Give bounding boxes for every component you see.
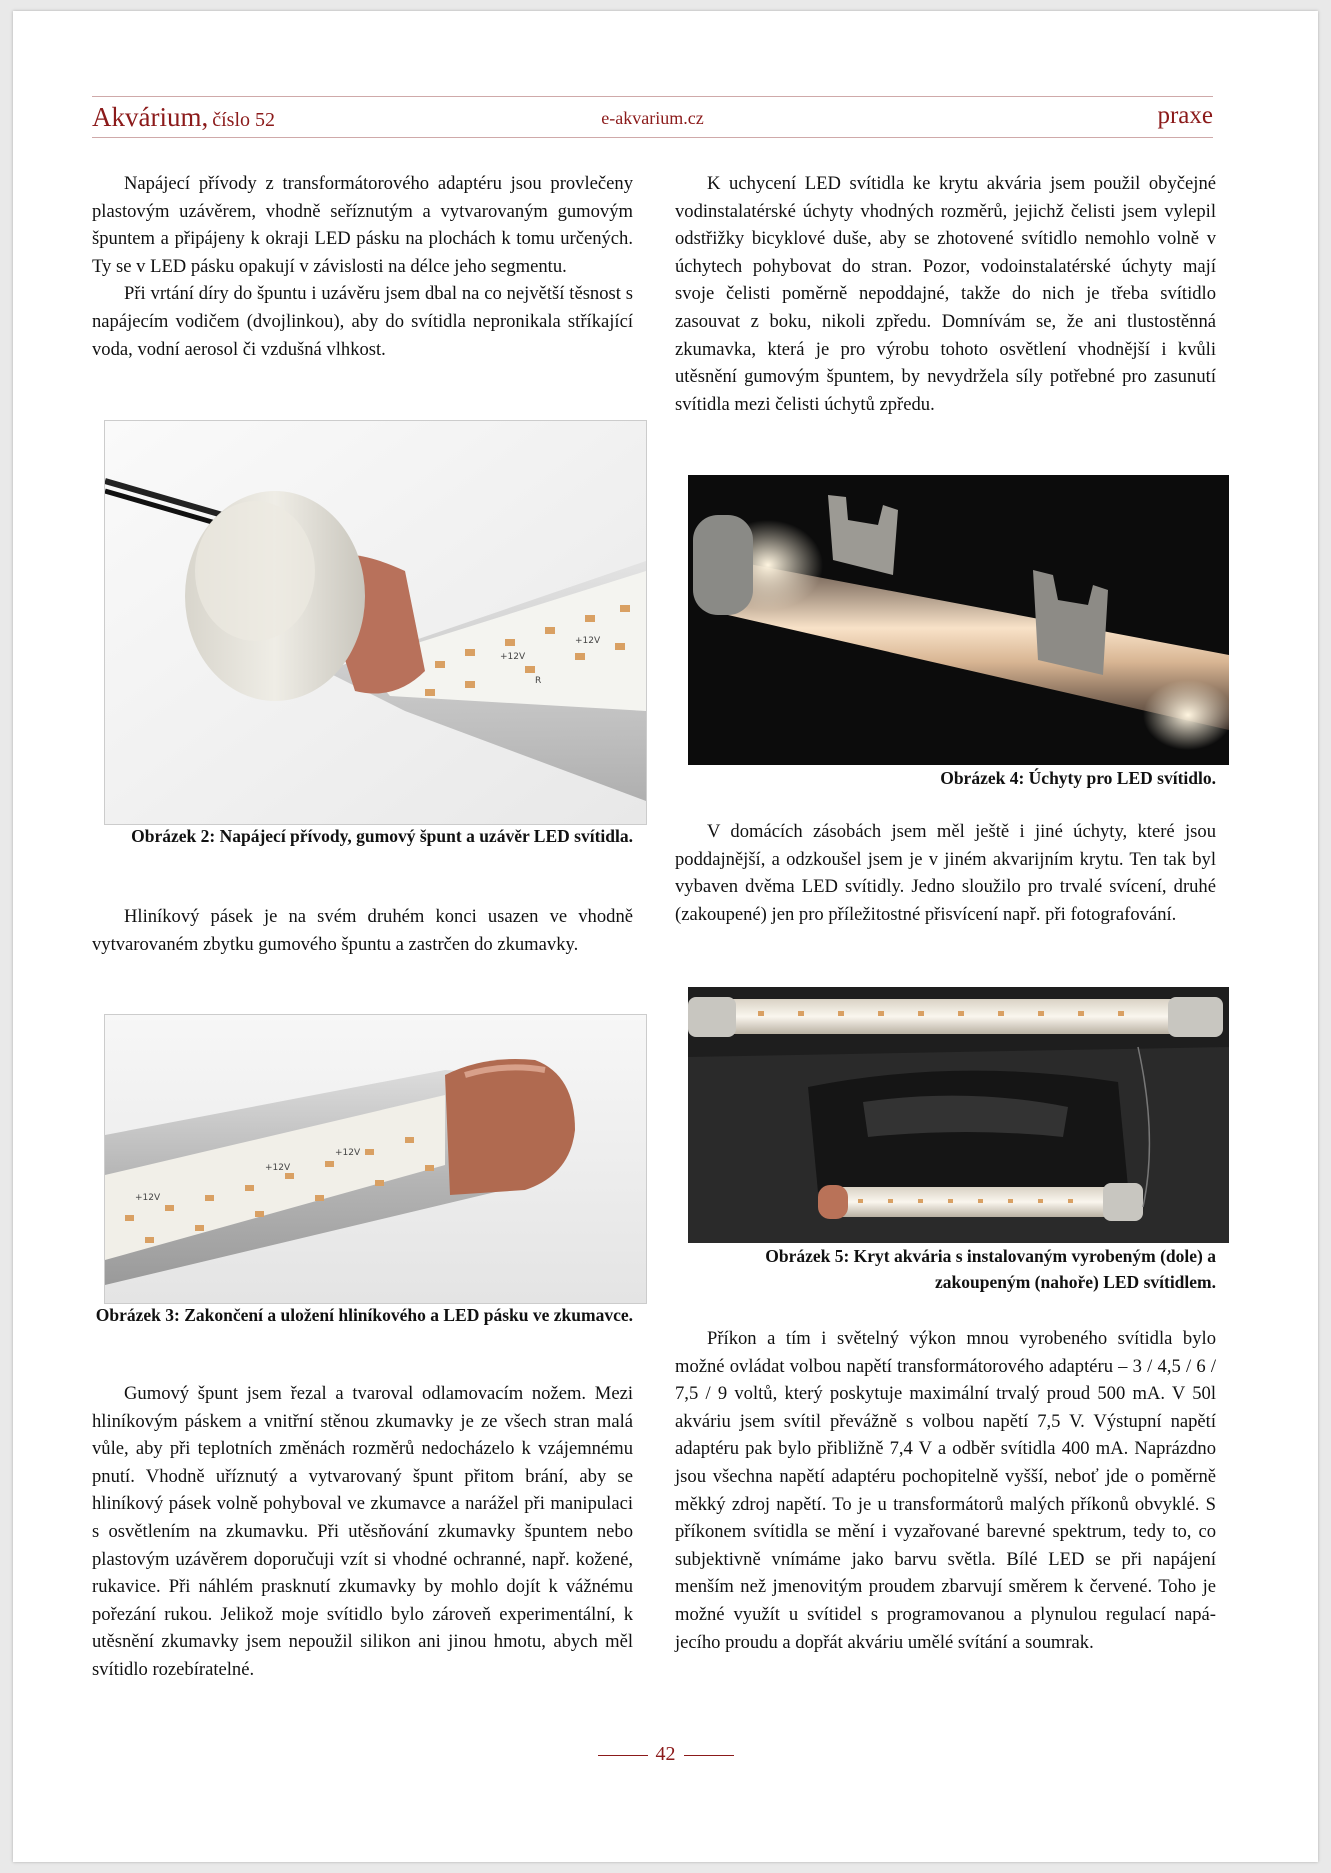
figure-4-photo bbox=[688, 475, 1229, 765]
photo-label: +12V bbox=[265, 1163, 291, 1173]
figure-5-caption: Obrázek 5: Kryt akvária s instalovaným vyrobeným (dole) a zakoupeným (nahoře) LED svítidlem. bbox=[765, 1246, 1216, 1292]
figure-2-photo bbox=[104, 420, 647, 825]
left-column-bottom bbox=[92, 1380, 633, 1684]
right-column-bottom bbox=[675, 1325, 1216, 1656]
paragraph: Gumový špunt jsem řezal a tvaroval odlamovacím nožem. Mezi hliníkovým páskem a vnitřní stěnou zkumavky je ze všech stran malá vůle, aby při teplotních změnách rozměrů nedocházelo k vzájemnému pnutí. Vhodně uříznutý a vytvarovaný špunt přitom brání, aby se hliníkový pásek volně pohyboval ve zkumavce a narážel při manipulaci s osvětlením na zkumavku. Při utěsňování zkumavky špuntem nebo plastovým uzávěrem doporučuji vzít si vhodné ochranné, např. kožené, rukavice. Při náhlém prasknutí zkumavky by mohlo dojít k vážnému pořezání rukou. Jelikož moje svítidlo bylo zároveň experimentální, k utěsnění zkumavky jsem nepoužil silikon ani jinou hmotu, abych měl svítidlo rozebíratelné. bbox=[92, 1383, 633, 1680]
figure-3-caption: Obrázek 3: Zakončení a uložení hliníkového a LED pásku ve zkumavce. bbox=[95, 1305, 633, 1325]
paragraph: Napájecí přívody z transformátorového adaptéru jsou provlečeny plastovým uzávěrem, vhodně seříznutým a vytvarovaným gumovým špuntem a připájeny k okraji LED pásku na plochách k tomu určených. Ty se v LED pásku opakují v závislosti na délce jeho segmentu. bbox=[92, 173, 633, 277]
figure-5-photo bbox=[688, 987, 1229, 1243]
left-column-middle bbox=[92, 903, 633, 958]
page-footer bbox=[0, 1743, 1331, 1766]
footer-rule bbox=[598, 1755, 648, 1756]
photo-label: R bbox=[535, 676, 542, 686]
photo-label: +12V bbox=[135, 1193, 161, 1203]
right-column-middle bbox=[675, 818, 1216, 928]
figure-3-photo bbox=[104, 1014, 647, 1304]
header-website[interactable]: e-akvarium.cz bbox=[601, 108, 704, 128]
photo-label: +12V bbox=[500, 652, 526, 662]
paragraph: Příkon a tím i světelný výkon mnou vyrobeného svítidla bylo možné ovládat volbou napětí transformátorového adaptéru – 3 / 4,5 / 6 / 7,5 / 9 voltů, který poskytuje maximální trvalý proud 500 mA. V 50l akváriu jsem svítil převážně s volbou napětí 7,5 V. Výstupní napětí adaptéru pak bylo přibližně 7,4 V a odběr svítidla 400 mA. Naprázdno jsou všechna napětí adaptéru pochopitelně vyšší, neboť jde o poměrně měkký zdroj napětí. To je u transformátorů malých příkonů obvyklé. S příkonem svítidla se mění i vyzařované barevné spektrum, tedy to, co subjektivně vnímáme jako barvu světla. Bílé LED se při napájení menším než jmenovitým proudem zbarvují směrem k červené. Toho je možné využít u svítidel s programovanou a plynulou regulací napájecího proudu a dopřát akváriu umělé svítání a soumrak. bbox=[675, 1328, 1216, 1653]
paragraph: Hliníkový pásek je na svém druhém konci usazen ve vhodně vytvarovaném zbytku gumového špuntu a zastrčen do zkumavky. bbox=[92, 906, 633, 955]
photo-label: +12V bbox=[335, 1148, 361, 1158]
issue-number: číslo 52 bbox=[212, 109, 276, 131]
page-number: 42 bbox=[655, 1743, 676, 1765]
figure-4-caption: Obrázek 4: Úchyty pro LED svítidlo. bbox=[940, 768, 1216, 788]
paragraph: Při vrtání díry do špuntu i uzávěru jsem dbal na co největší těsnost s napájecím vodičem (dvojlinkou), aby do svítidla nepronikala stříkající voda, vodní aerosol či vzdušná vlhkost. bbox=[92, 283, 633, 360]
footer-rule bbox=[684, 1755, 734, 1756]
page-header bbox=[92, 96, 1213, 138]
paragraph: V domácích zásobách jsem měl ještě i jiné úchyty, které jsou poddajnější, a odzkoušel jsem je v jiném akvarijním krytu. Ten tak byl vybaven dvěma LED svítidly. Jedno sloužilo pro trvalé svícení, druhé (zakoupené) jen pro příležitostné přisvícení např. při fotografování. bbox=[675, 821, 1216, 925]
magazine-name: Akvárium, bbox=[92, 102, 209, 132]
paragraph: K uchycení LED svítidla ke krytu akvária jsem použil obyčejné vodinstalatérské úchyty vhodných rozměrů, jejichž čelisti jsem vylepil odstřižky bicyklové duše, aby se zhotovené svítidlo nemohlo volně v úchytech pohybovat do stran. Pozor, vodoinstalatérské úchyty mají svoje čelisti poměrně nepoddajné, takže do nich je třeba svítidlo zasouvat z boku, nikoli zpředu. Domnívám se, že ani tlustostěnná zkumavka, která je pro výrobu tohoto osvětlení vhodnější i kvůli utěsnění gumovým špuntem, by nevydržela síly potřebné pro zasunutí svítidla mezi čelisti úchytů zpředu. bbox=[675, 173, 1216, 415]
figure-2-caption: Obrázek 2: Napájecí přívody, gumový špunt a uzávěr LED svítidla. bbox=[131, 826, 633, 846]
header-section: praxe bbox=[1157, 102, 1213, 129]
left-column-intro bbox=[92, 170, 633, 363]
photo-label: +12V bbox=[575, 636, 601, 646]
right-column-intro bbox=[675, 170, 1216, 418]
